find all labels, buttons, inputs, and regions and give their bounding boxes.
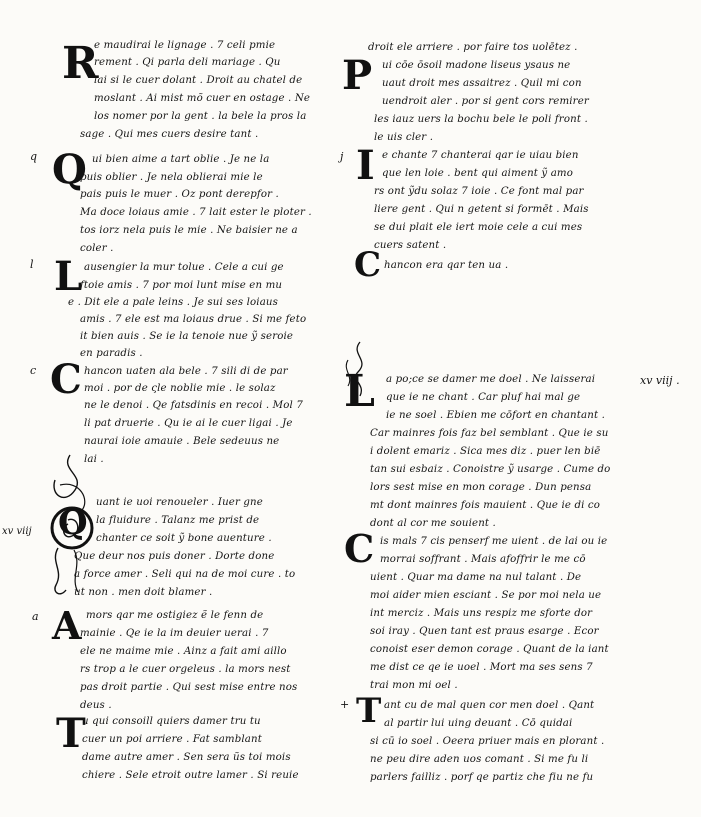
verse-line: mors qar me ostigiez ẽ le fenn de [86, 610, 264, 621]
verse-line: la fluidure . Talanz me prist de [96, 515, 260, 526]
verse-line: dont al cor me souient . [370, 518, 496, 529]
verse-line: parlers failliz . porf qe partiz che fiu ne fu [370, 772, 594, 783]
verse-line: mt dont mainres fois mauient . Que ie di co [370, 500, 601, 511]
verse-line: uendroit aler . por si gent cors remirer [382, 96, 589, 107]
verse-line: pais puis le muer . Oz pont derepfor . [80, 189, 279, 200]
folio-number: xv viij . [640, 374, 680, 387]
verse-line: hancon uaten ala bele . 7 sili di de par [84, 366, 288, 377]
verse-line: chiere . Sele etroit outre lamer . Si reuie [82, 770, 299, 781]
verse-line: Que deur nos puis doner . Dorte done [74, 551, 275, 562]
verse-line: li pat druerie . Qu ie ai le cuer ligai . Je [84, 418, 293, 429]
drop-cap-initial: T [356, 691, 382, 731]
verse-line: e . Dit ele a pale leins . Je sui ses loiaus [68, 297, 279, 308]
drop-cap-initial: I [356, 142, 375, 189]
verse-line: conoist eser demon corage . Quant de la iant [370, 644, 609, 655]
verse-line: rement . Qi parla deli mariage . Qu [94, 57, 281, 68]
verse-line: is mals 7 cis penserf me uient . de lai ou ie [380, 536, 608, 547]
verse-line: ui bien aime a tart oblie . Je ne la [92, 154, 270, 165]
drop-cap-initial: L [344, 366, 375, 417]
verse-line: it bien auis . Se ie la tenoie nue ỹ seroie [80, 331, 294, 342]
verse-line: morrai soffrant . Mais afoffrir le me cō [380, 554, 586, 565]
drop-cap-initial: C [354, 245, 382, 285]
verse-line: lai si le cuer dolant . Droit au chatel de [94, 75, 303, 86]
verse-line: puis oblier . Je nela oblierai mie le [80, 172, 263, 183]
verse-line: al partir lui uing deuant . Cō quidai [384, 718, 573, 729]
verse-line: rs ont ỹdu solaz 7 ioie . Ce font mal par [374, 186, 584, 197]
drop-cap-initial: R [62, 38, 99, 89]
verse-line: ele ne maime mie . Ainz a fait ami aillo [80, 646, 287, 657]
verse-line: i dolent emariz . Sica mes diz . puer len biē [370, 446, 601, 457]
verse-line: a po;ce se damer me doel . Ne laisserai [386, 374, 596, 385]
drop-cap-initial: T [56, 710, 86, 757]
drop-cap-initial: Q [58, 503, 88, 543]
margin-marker: l [30, 258, 34, 271]
verse-line: a force amer . Seli qui na de moi cure . to [74, 569, 296, 580]
verse-line: si cū io soel . Oeera priuer mais en plorant . [370, 736, 605, 747]
verse-line: tan sui esbaiz . Conoistre ỹ usarge . Cume do [370, 464, 611, 475]
verse-line: le uis cler . [374, 132, 434, 143]
drop-cap-initial: A [52, 603, 82, 648]
verse-line: los nomer por la gent . la bele la pros la [94, 111, 307, 122]
verse-line: hancon era qar ten ua . [384, 260, 509, 271]
verse-line: int merciz . Mais uns respiz me sforte dor [370, 608, 593, 619]
margin-marker: q [30, 150, 38, 163]
margin-marker: + [340, 698, 350, 711]
verse-line: mainie . Qe ie la im deuier uerai . 7 [80, 628, 269, 639]
verse-line: cuer un poi arriere . Fat samblant [82, 734, 262, 745]
drop-cap-initial: L [54, 253, 83, 300]
verse-line: liere gent . Qui n getent si formēt . Mais [374, 204, 589, 215]
verse-line: moi aider mien esciant . Se por moi nela ue [370, 590, 602, 601]
verse-line: ant cu de mal quen cor men doel . Qant [384, 700, 595, 711]
margin-marker: c [30, 364, 37, 377]
verse-line: rs trop a le cuer orgeleus . la mors nest [80, 664, 291, 675]
verse-line: chanter ce soit ỹ bone auenture . [96, 533, 272, 544]
verse-line: ne le denoi . Qe fatsdinis en recoi . Mol 7 [84, 400, 303, 411]
verse-line: ut non . men doit blamer . [74, 587, 213, 598]
verse-line: ui cōe ōsoil madone liseus ysaus ne [382, 60, 571, 71]
verse-line: moi . por de ςle noblie mie . le solaz [84, 383, 276, 394]
verse-line: pas droit partie . Qui sest mise entre nos [80, 682, 298, 693]
verse-line: cuers satent . [374, 240, 447, 251]
verse-line: trai mon mi oel . [370, 680, 458, 691]
verse-line: lors sest mise en mon corage . Dun pensa [370, 482, 592, 493]
verse-line: lai . [84, 454, 104, 465]
verse-line: Ma doce loiaus amie . 7 lait ester le ploter . [80, 207, 312, 218]
verse-line: ie ne soel . Ebien me cōfort en chantant . [386, 410, 605, 421]
margin-marker: j [340, 150, 344, 163]
verse-line: que len loie . bent qui aiment ỹ amo [382, 168, 574, 179]
margin-marker: a [32, 610, 39, 623]
verse-line: ausengier la mur tolue . Cele a cui ge [84, 262, 284, 273]
verse-line: moslant . Ai mist mõ cuer en ostage . Ne [94, 93, 311, 104]
verse-line: naurai ioie amauie . Bele sedeuus ne [84, 436, 280, 447]
verse-line: dame autre amer . Sen sera ũs toi mois [82, 752, 291, 763]
verse-line: uaut droit mes assaitrez . Quil mi con [382, 78, 582, 89]
verse-line: ne peu dire aden uos comant . Si me fu li [370, 754, 589, 765]
verse-line: ftoie amis . 7 por moi lunt mise en mu [80, 280, 283, 291]
drop-cap-initial: Q [52, 146, 87, 193]
verse-line: que ie ne chant . Car pluf hai mal ge [386, 392, 581, 403]
verse-line: droit ele arriere . por faire tos uolētez . [368, 42, 578, 53]
verse-line: se dui plait ele iert moie cele a cui mes [374, 222, 583, 233]
verse-line: uient . Quar ma dame na nul talant . De [370, 572, 582, 583]
verse-line: amis . 7 ele est ma loiaus drue . Si me feto [80, 314, 307, 325]
verse-line: deus . [80, 700, 112, 711]
verse-line: sage . Qui mes cuers desire tant . [80, 129, 259, 140]
verse-line: e chante 7 chanterai qar ie uiau bien [382, 150, 579, 161]
verse-line: soi iray . Quen tant est praus esarge . Ecor [370, 626, 599, 637]
drop-cap-initial: P [342, 52, 373, 99]
margin-folio-note: xv viij [2, 526, 32, 537]
drop-cap-initial: C [50, 356, 82, 403]
verse-line: uant ie uoi renoueler . Iuer gne [96, 497, 263, 508]
verse-line: coler . [80, 243, 114, 254]
verse-line: u qui consoill quiers damer tru tu [82, 716, 261, 727]
verse-line: me dist ce qe ie uoel . Mort ma ses sens 7 [370, 662, 593, 673]
verse-line: Car mainres fois faz bel semblant . Que ie su [370, 428, 609, 439]
verse-line: en paradis . [80, 348, 143, 359]
verse-line: les iauz uers la bochu bele le poli front . [374, 114, 588, 125]
verse-line: tos iorz nela puis le mie . Ne baisier ne a [80, 225, 298, 236]
verse-line: e maudirai le lignage . 7 celi pmie [94, 40, 276, 51]
drop-cap-initial: C [344, 526, 375, 571]
